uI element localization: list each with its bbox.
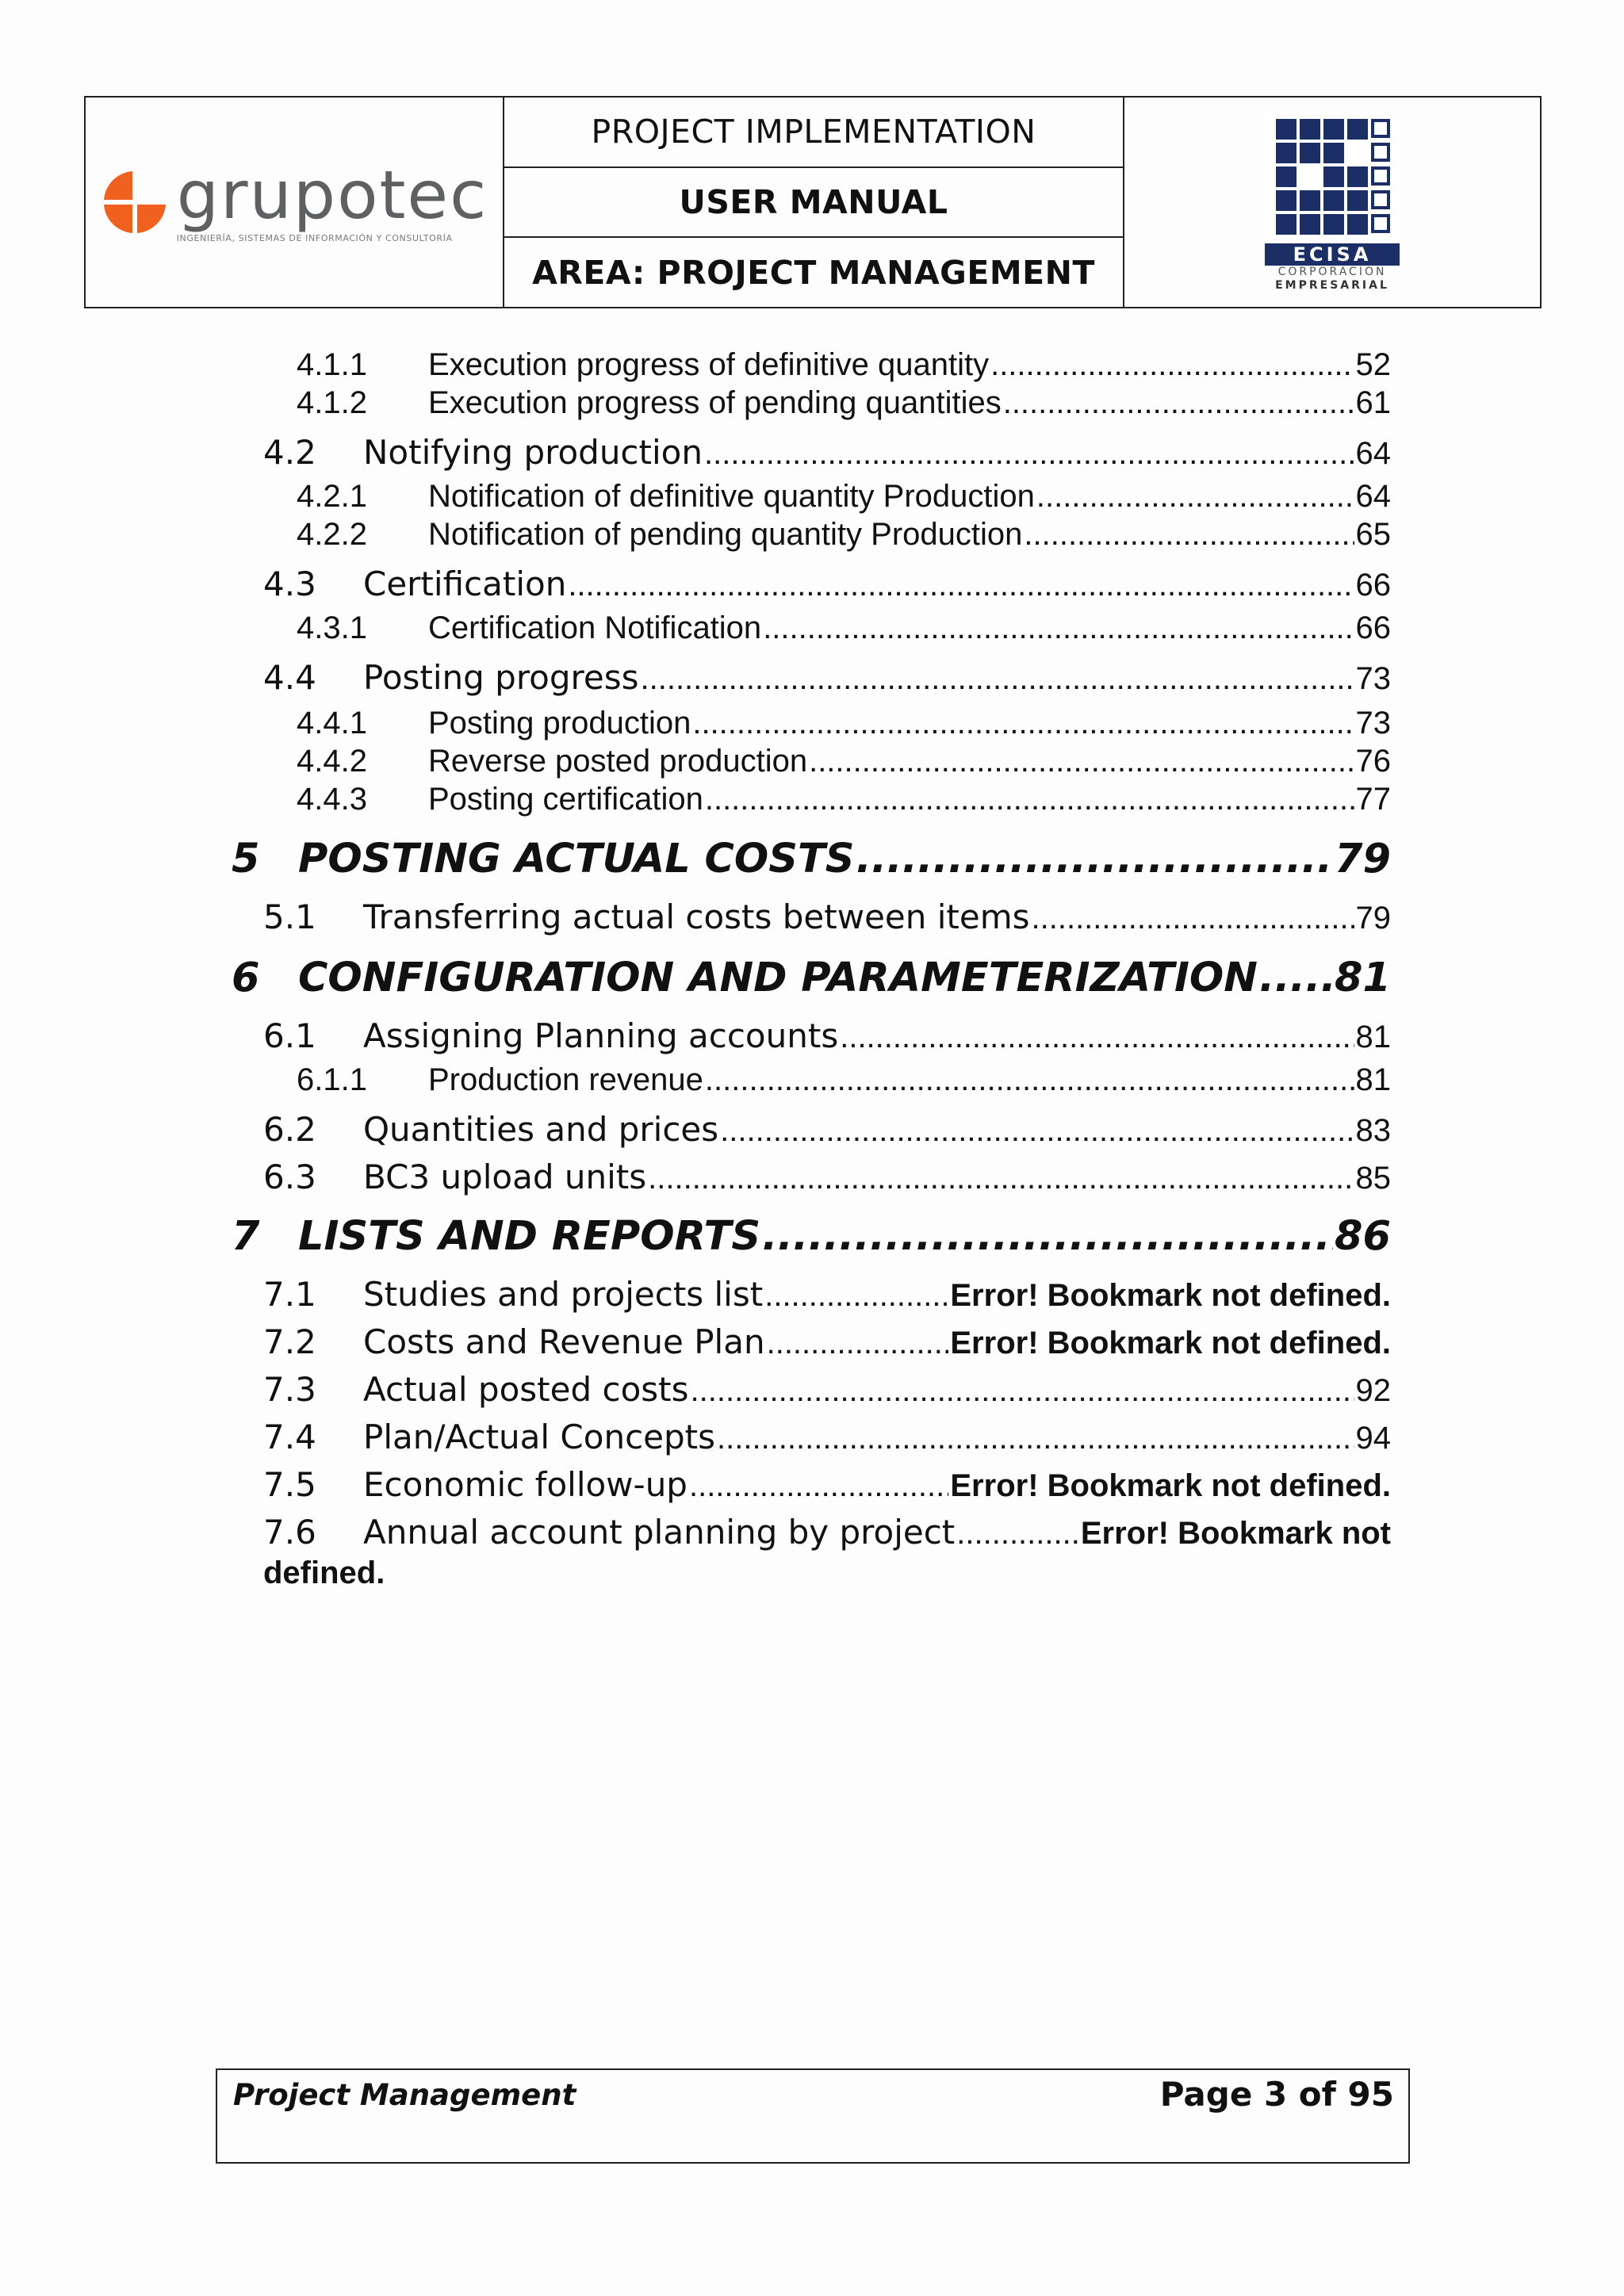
- page-header: [84, 96, 1542, 308]
- toc-entry-number: 7.2: [263, 1322, 316, 1361]
- toc-leader-dots: [1036, 479, 1354, 515]
- toc-entry[interactable]: [297, 1062, 1391, 1098]
- toc-entry-number: 6.1.1: [297, 1062, 367, 1097]
- header-line-project-implementation: PROJECT IMPLEMENTATION: [591, 113, 1036, 151]
- toc-entry-title: Posting progress: [363, 658, 639, 697]
- toc-entry-number: 6: [232, 955, 260, 1001]
- toc-entry[interactable]: [232, 836, 1391, 882]
- toc-entry-page: Error! Bookmark not defined.: [950, 1468, 1391, 1503]
- toc-entry[interactable]: [263, 1016, 1391, 1055]
- toc-leader-dots: [1003, 385, 1354, 421]
- toc-entry-title: LISTS AND REPORTS: [298, 1213, 761, 1260]
- toc-entry[interactable]: [297, 744, 1391, 779]
- toc-entry-page: 79: [1335, 836, 1391, 882]
- toc-leader-dots: [640, 661, 1354, 697]
- toc-leader-dots: [689, 1468, 948, 1504]
- toc-entry[interactable]: [263, 1418, 1391, 1456]
- toc-entry-number: 4.1.1: [297, 347, 367, 382]
- toc-entry[interactable]: [297, 385, 1391, 421]
- toc-leader-dots: [956, 1516, 1079, 1552]
- toc-entry-page: 61: [1355, 385, 1391, 420]
- toc-leader-dots: [568, 568, 1354, 603]
- toc-entry-7-6-page-continuation: defined.: [263, 1556, 385, 1590]
- toc-entry-page: 64: [1355, 436, 1391, 471]
- toc-entry[interactable]: [297, 610, 1391, 646]
- toc-entry-number: 7.6: [263, 1513, 316, 1552]
- toc-leader-dots: [809, 744, 1354, 779]
- toc-entry[interactable]: [263, 658, 1391, 697]
- toc-entry-number: 4.3.1: [297, 610, 367, 645]
- toc-entry-page: 81: [1335, 955, 1391, 1001]
- toc-entry-page: 81: [1355, 1062, 1391, 1097]
- toc-entry-page: 81: [1355, 1020, 1391, 1054]
- toc-entry[interactable]: [263, 1513, 1391, 1552]
- toc-entry[interactable]: [263, 1275, 1391, 1314]
- toc-entry-page: 73: [1355, 706, 1391, 740]
- toc-entry-number: 4.2.2: [297, 517, 367, 552]
- ecisa-sub2: EMPRESARIAL: [1275, 278, 1389, 292]
- toc-entry-page: 66: [1355, 610, 1391, 645]
- grupotec-logo: [86, 98, 504, 307]
- header-line-area: AREA: PROJECT MANAGEMENT: [504, 236, 1123, 307]
- ecisa-mark-icon: [1265, 113, 1400, 239]
- toc-entry[interactable]: [263, 897, 1391, 936]
- toc-entry-page: 65: [1355, 517, 1391, 552]
- toc-leader-dots: [717, 1421, 1354, 1456]
- toc-entry-title: Posting production: [428, 706, 691, 740]
- toc-entry[interactable]: [297, 706, 1391, 741]
- toc-leader-dots: [705, 782, 1354, 817]
- toc-leader-dots: [1032, 901, 1354, 936]
- toc-entry-title: Quantities and prices: [363, 1110, 719, 1149]
- toc-leader-dots: [764, 1278, 948, 1314]
- toc-entry-title: Plan/Actual Concepts: [363, 1418, 716, 1456]
- toc-entry-title: Actual posted costs: [363, 1370, 689, 1409]
- toc-entry-number: 6.1: [263, 1016, 316, 1055]
- toc-entry-page: 86: [1335, 1213, 1391, 1260]
- toc-entry[interactable]: [297, 782, 1391, 817]
- toc-leader-dots: [704, 436, 1354, 472]
- toc-entry-number: 4.4.2: [297, 744, 367, 779]
- toc-entry[interactable]: [263, 1465, 1391, 1504]
- toc-entry-number: 4.4: [263, 658, 316, 697]
- page-footer: [216, 2068, 1410, 2164]
- toc-entry-title: Assigning Planning accounts: [363, 1016, 839, 1055]
- toc-entry-title: Reverse posted production: [428, 744, 808, 779]
- toc-entry-title: Certification: [363, 564, 567, 603]
- toc-leader-dots: [767, 1326, 949, 1361]
- toc-entry-title: Execution progress of pending quantities: [428, 385, 1002, 420]
- toc-leader-dots: [1024, 517, 1354, 553]
- toc-entry-page: 73: [1355, 661, 1391, 696]
- toc-entry-title: Notification of definitive quantity Production: [428, 479, 1035, 514]
- ecisa-logo: [1124, 98, 1540, 307]
- toc-entry[interactable]: [263, 1370, 1391, 1409]
- grupotec-tagline: INGENIERÍA, SISTEMAS DE INFORMACIÓN Y CONSULTORÍA: [176, 232, 453, 243]
- toc-entry-page: 85: [1355, 1161, 1391, 1196]
- footer-page-number: Page 3 of 95: [1159, 2075, 1394, 2114]
- toc-leader-dots: [1259, 955, 1333, 1001]
- toc-entry-page: 94: [1355, 1421, 1391, 1456]
- toc-entry-title: Execution progress of definitive quantity: [428, 347, 990, 382]
- toc-entry-page: 66: [1355, 568, 1391, 603]
- toc-entry-title: Studies and projects list: [363, 1275, 764, 1314]
- toc-entry[interactable]: [297, 479, 1391, 515]
- toc-entry[interactable]: [263, 1322, 1391, 1361]
- ecisa-name: ECISA: [1265, 243, 1400, 266]
- toc-entry-number: 4.2: [263, 433, 316, 472]
- grupotec-wordmark: grupotec: [176, 155, 488, 234]
- toc-entry-page: Error! Bookmark not: [1080, 1516, 1391, 1551]
- toc-leader-dots: [648, 1161, 1354, 1196]
- toc-entry-number: 4.2.1: [297, 479, 367, 514]
- header-line-user-manual: USER MANUAL: [504, 166, 1123, 237]
- toc-leader-dots: [762, 1213, 1333, 1260]
- toc-entry-number: 6.3: [263, 1158, 316, 1196]
- toc-leader-dots: [692, 706, 1354, 741]
- toc-entry-title: BC3 upload units: [363, 1158, 647, 1196]
- toc-entry-page: 76: [1355, 744, 1391, 779]
- toc-entry[interactable]: [263, 433, 1391, 472]
- toc-entry[interactable]: [232, 955, 1391, 1001]
- toc-entry-page: Error! Bookmark not defined.: [950, 1326, 1391, 1360]
- toc-entry-page: 52: [1355, 347, 1391, 382]
- toc-entry-number: 4.3: [263, 564, 316, 603]
- toc-entry-page: 77: [1355, 782, 1391, 817]
- toc-entry[interactable]: [263, 1110, 1391, 1149]
- toc-entry-page: 83: [1355, 1113, 1391, 1148]
- toc-entry[interactable]: [297, 517, 1391, 553]
- ecisa-sub1: CORPORACIÓN: [1277, 265, 1387, 278]
- toc-entry-number: 7.1: [263, 1275, 316, 1314]
- toc-entry-number: 4.4.1: [297, 706, 367, 740]
- toc-entry-number: 5: [232, 836, 260, 882]
- toc-entry[interactable]: [297, 347, 1391, 383]
- toc-leader-dots: [720, 1113, 1354, 1149]
- toc-entry[interactable]: [263, 1158, 1391, 1196]
- toc-entry-title: Economic follow-up: [363, 1465, 688, 1504]
- toc-entry-title: Notifying production: [363, 433, 703, 472]
- footer-section-name: Project Management: [233, 2078, 576, 2112]
- toc-entry-title: Production revenue: [428, 1062, 703, 1097]
- toc-entry-page: 64: [1355, 479, 1391, 514]
- toc-leader-dots: [990, 347, 1354, 383]
- toc-entry-number: 7.4: [263, 1418, 316, 1456]
- toc-entry-title: Transferring actual costs between items: [363, 897, 1030, 936]
- toc-leader-dots: [856, 836, 1333, 882]
- toc-leader-dots: [840, 1020, 1354, 1055]
- toc-entry-title: Costs and Revenue Plan: [363, 1322, 765, 1361]
- toc-leader-dots: [705, 1062, 1354, 1098]
- toc-entry-page: Error! Bookmark not defined.: [950, 1278, 1391, 1313]
- grupotec-mark-icon: [101, 168, 169, 236]
- toc-entry-title: Notification of pending quantity Production: [428, 517, 1023, 552]
- toc-entry-number: 7.5: [263, 1465, 316, 1504]
- toc-entry-number: 4.4.3: [297, 782, 367, 817]
- toc-entry-title: Annual account planning by project: [363, 1513, 956, 1552]
- toc-entry-page: 92: [1355, 1373, 1391, 1408]
- toc-entry-page: 79: [1355, 901, 1391, 936]
- header-title-block: [504, 98, 1124, 307]
- toc-entry-number: 5.1: [263, 897, 316, 936]
- toc-entry-title: POSTING ACTUAL COSTS: [298, 836, 855, 882]
- toc-entry-title: Posting certification: [428, 782, 703, 817]
- toc-entry-number: 7: [232, 1213, 260, 1260]
- toc-entry-number: 7.3: [263, 1370, 316, 1409]
- toc-entry-title: Certification Notification: [428, 610, 762, 645]
- toc-entry-number: 4.1.2: [297, 385, 367, 420]
- toc-entry-title: CONFIGURATION AND PARAMETERIZATION: [298, 955, 1258, 1001]
- toc-leader-dots: [691, 1373, 1354, 1409]
- toc-entry[interactable]: [263, 564, 1391, 603]
- toc-leader-dots: [763, 610, 1354, 646]
- toc-entry-number: 6.2: [263, 1110, 316, 1149]
- toc-entry[interactable]: [232, 1213, 1391, 1260]
